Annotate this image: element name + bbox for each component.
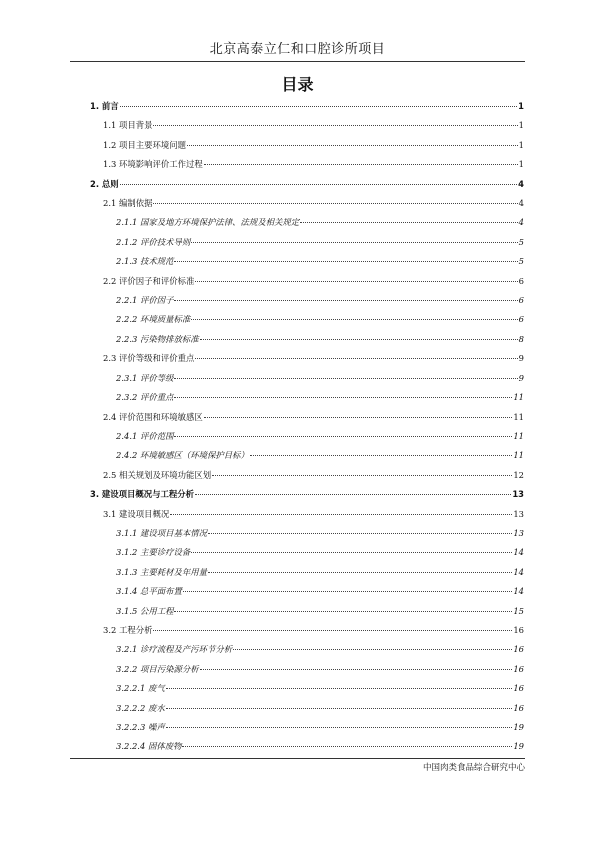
toc-entry-label: 3.2.2.2 废水: [116, 702, 165, 713]
toc-entry-page: 11: [513, 392, 524, 403]
toc-entry[interactable]: [0, 718, 595, 737]
toc-entry[interactable]: [0, 660, 595, 679]
dot-leader: [120, 184, 517, 185]
toc-entry[interactable]: [0, 369, 595, 388]
toc-entry-label: 2.1.1 国家及地方环境保护法律、法规及相关规定: [116, 217, 300, 228]
dot-leader: [200, 339, 518, 340]
toc-entry-label: 3.2 工程分析: [103, 624, 153, 635]
toc-entry-label: 3.1.1 建设项目基本情况: [116, 527, 207, 538]
toc-entry-page: 6: [518, 295, 524, 306]
toc-entry[interactable]: [0, 291, 595, 310]
dot-leader: [191, 552, 512, 553]
toc-entry-page: 5: [518, 256, 524, 267]
toc-entry-page: 4: [518, 198, 524, 209]
dot-leader: [182, 746, 512, 747]
toc-entry[interactable]: [0, 446, 595, 465]
dot-leader: [174, 378, 517, 379]
dot-leader: [212, 475, 512, 476]
toc-entry-page: 6: [518, 275, 524, 286]
toc-entry-page: 9: [518, 372, 524, 383]
toc-entry-label: 1.3 环境影响评价工作过程: [103, 159, 203, 170]
toc-entry-page: 16: [513, 644, 524, 655]
toc-entry-page: 11: [513, 450, 524, 461]
toc-entry-page: 13: [512, 489, 524, 500]
toc-entry-page: 5: [518, 236, 524, 247]
toc-entry[interactable]: [0, 543, 595, 562]
page-header: 北京高泰立仁和口腔诊所项目: [209, 42, 386, 57]
toc-entry-label: 2.2.3 污染物排放标准: [116, 333, 199, 344]
toc-entry-page: 11: [513, 411, 524, 422]
toc-entry-label: 2.2.2 环境质量标准: [116, 314, 191, 325]
toc-entry[interactable]: [0, 679, 595, 698]
dot-leader: [187, 145, 518, 146]
dot-leader: [153, 203, 517, 204]
footer-divider: [70, 758, 525, 759]
toc-entry[interactable]: [0, 505, 595, 524]
dot-leader: [170, 514, 512, 515]
toc-entry-page: 14: [513, 547, 524, 558]
toc-entry-page: 16: [513, 663, 524, 674]
dot-leader: [195, 494, 511, 495]
toc-entry-page: 13: [513, 527, 524, 538]
toc-entry[interactable]: [0, 272, 595, 291]
toc-entry-label: 2.4.2 环境敏感区（环境保护目标）: [116, 450, 249, 461]
toc-entry-page: 1: [518, 139, 524, 150]
toc-entry-label: 3.1.4 总平面布置: [116, 586, 182, 597]
toc-entry-label: 2. 总则: [90, 178, 119, 189]
toc-entry[interactable]: [0, 466, 595, 485]
toc-entry[interactable]: [0, 699, 595, 718]
dot-leader: [174, 436, 512, 437]
toc-entry-label: 2.1.3 技术规范: [116, 256, 174, 267]
toc-entry-page: 1: [518, 120, 524, 131]
toc-entry[interactable]: [0, 97, 595, 116]
toc-title: 目录: [281, 75, 314, 94]
toc-entry[interactable]: [0, 408, 595, 427]
dot-leader: [174, 300, 517, 301]
dot-leader: [208, 533, 512, 534]
toc-entry-page: 19: [513, 741, 524, 752]
toc-entry-label: 2.5 相关规划及环境功能区划: [103, 469, 212, 480]
toc-entry[interactable]: [0, 310, 595, 329]
dot-leader: [166, 708, 513, 709]
dot-leader: [153, 125, 517, 126]
toc-entry-label: 2.3 评价等级和评价重点: [103, 353, 195, 364]
dot-leader: [191, 242, 517, 243]
dot-leader: [208, 572, 512, 573]
dot-leader: [166, 688, 513, 689]
dot-leader: [250, 455, 512, 456]
table-of-contents: [0, 97, 595, 757]
toc-entry-label: 3.1.5 公用工程: [116, 605, 174, 616]
toc-entry-page: 1: [518, 101, 524, 111]
toc-entry-page: 16: [513, 624, 524, 635]
toc-entry-label: 3. 建设项目概况与工程分析: [90, 489, 195, 500]
dot-leader: [300, 222, 518, 223]
toc-entry-label: 3.2.2.1 废气: [116, 683, 165, 694]
toc-entry-page: 1: [518, 159, 524, 170]
toc-entry-page: 16: [513, 683, 524, 694]
toc-entry-label: 3.2.2.3 噪声: [116, 722, 165, 732]
toc-entry-label: 3.2.1 诊疗流程及产污环节分析: [116, 644, 233, 655]
toc-entry-page: 8: [518, 333, 524, 344]
dot-leader: [174, 397, 512, 398]
toc-entry[interactable]: [0, 155, 595, 174]
toc-entry-label: 3.1.3 主要耗材及年用量: [116, 566, 207, 577]
toc-entry-page: 13: [513, 508, 524, 519]
dot-leader: [204, 417, 513, 418]
toc-entry-page: 14: [513, 566, 524, 577]
toc-entry-page: 15: [513, 605, 524, 616]
toc-entry[interactable]: [0, 252, 595, 271]
toc-entry[interactable]: [0, 602, 595, 621]
toc-entry[interactable]: [0, 349, 595, 368]
dot-leader: [183, 591, 512, 592]
toc-entry-page: 6: [518, 314, 524, 325]
toc-entry-label: 1. 前言: [90, 101, 119, 111]
toc-entry[interactable]: [0, 136, 595, 155]
dot-leader: [174, 611, 512, 612]
toc-entry-label: 2.1 编制依据: [103, 198, 153, 209]
dot-leader: [191, 319, 517, 320]
toc-entry-page: 12: [513, 469, 524, 480]
toc-entry[interactable]: [0, 582, 595, 601]
toc-entry-label: 2.2 评价因子和评价标准: [103, 275, 195, 286]
header-divider: [70, 61, 525, 62]
toc-entry-page: 11: [513, 430, 524, 441]
toc-entry[interactable]: [0, 175, 595, 194]
toc-entry-page: 4: [518, 217, 524, 228]
toc-entry-label: 3.2.2 项目污染源分析: [116, 663, 199, 674]
toc-entry-page: 4: [518, 178, 524, 189]
toc-entry-label: 3.1 建设项目概况: [103, 508, 170, 519]
toc-entry-label: 1.1 项目背景: [103, 120, 153, 131]
toc-entry-label: 2.4.1 评价范围: [116, 430, 174, 441]
dot-leader: [204, 164, 518, 165]
toc-entry-label: 2.3.1 评价等级: [116, 372, 174, 383]
dot-leader: [153, 630, 512, 631]
toc-entry[interactable]: [0, 485, 595, 504]
toc-entry[interactable]: [0, 640, 595, 659]
toc-entry[interactable]: [0, 213, 595, 232]
dot-leader: [200, 669, 513, 670]
toc-entry[interactable]: [0, 388, 595, 407]
toc-entry[interactable]: [0, 737, 595, 756]
toc-entry[interactable]: [0, 116, 595, 135]
dot-leader: [233, 649, 512, 650]
toc-entry-label: 3.2.2.4 固体废物: [116, 741, 182, 752]
toc-entry-label: 3.1.2 主要诊疗设备: [116, 547, 191, 558]
toc-entry-page: 19: [513, 722, 524, 732]
toc-entry-page: 9: [518, 353, 524, 364]
toc-entry[interactable]: [0, 233, 595, 252]
dot-leader: [120, 106, 517, 107]
toc-entry-label: 2.2.1 评价因子: [116, 295, 174, 306]
toc-entry-label: 2.4 评价范围和环境敏感区: [103, 411, 203, 422]
toc-entry-page: 16: [513, 702, 524, 713]
toc-entry[interactable]: [0, 524, 595, 543]
toc-entry-label: 2.1.2 评价技术导则: [116, 236, 191, 247]
toc-entry-label: 1.2 项目主要环境问题: [103, 139, 186, 150]
toc-entry[interactable]: [0, 621, 595, 640]
page-footer: 中国肉类食品综合研究中心: [422, 763, 525, 773]
dot-leader: [195, 281, 517, 282]
dot-leader: [166, 727, 513, 728]
toc-entry-label: 2.3.2 评价重点: [116, 392, 174, 403]
toc-entry[interactable]: [0, 330, 595, 349]
toc-entry[interactable]: [0, 194, 595, 213]
dot-leader: [174, 261, 517, 262]
toc-entry[interactable]: [0, 427, 595, 446]
dot-leader: [195, 358, 517, 359]
toc-entry[interactable]: [0, 563, 595, 582]
toc-entry-page: 14: [513, 586, 524, 597]
